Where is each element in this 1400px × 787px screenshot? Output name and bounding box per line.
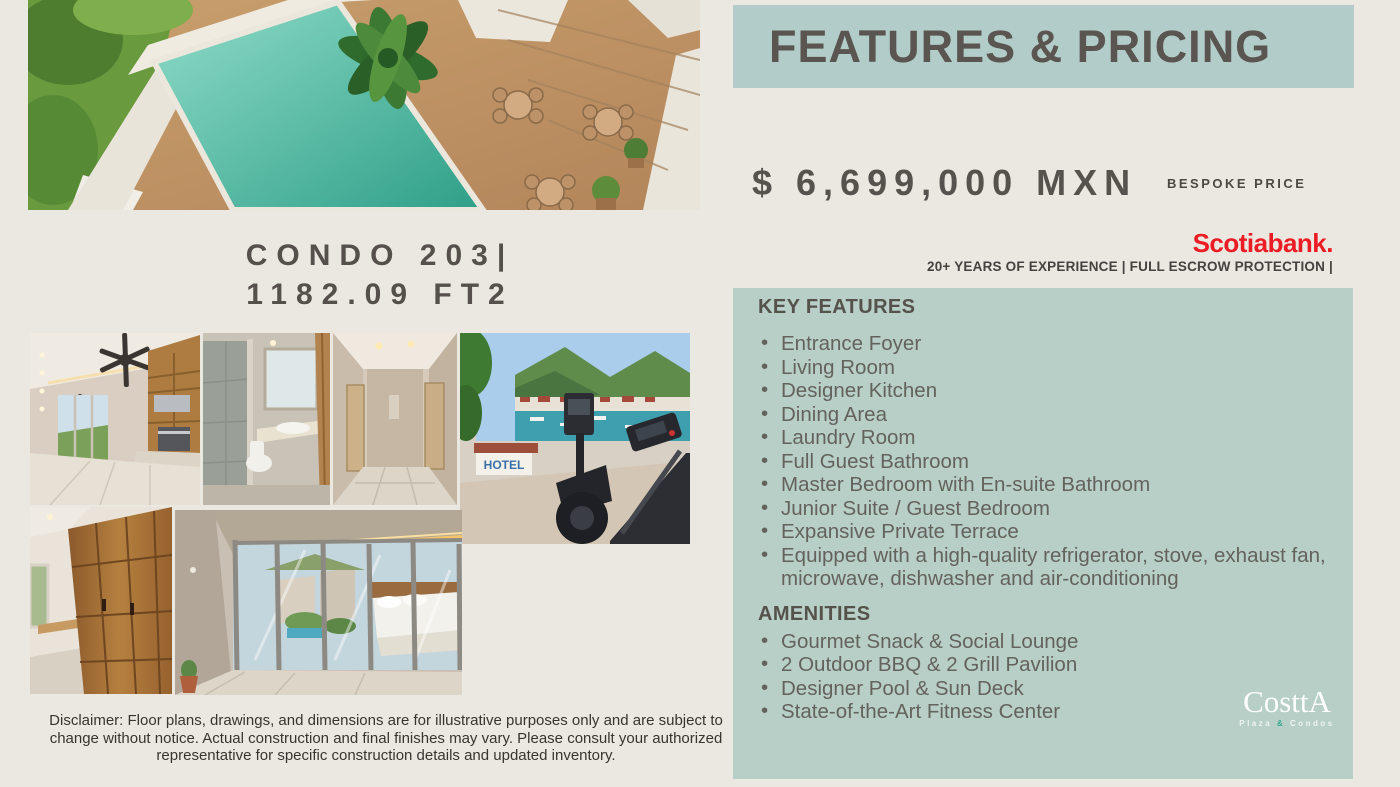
feature-item: • Full Guest Bathroom <box>758 450 1335 474</box>
unit-title <box>120 236 640 314</box>
page-title: FEATURES & PRICING <box>769 20 1272 72</box>
aerial-pool-illustration <box>28 0 700 210</box>
feature-item: • Dining Area <box>758 403 1335 427</box>
terracotta-pot <box>180 660 198 693</box>
costta-sub-plaza: Plaza <box>1239 719 1273 728</box>
key-features-list <box>758 332 1335 591</box>
amenity-item: • Gourmet Snack & Social Lounge <box>758 630 1335 654</box>
feature-item: • Master Bedroom with En-suite Bathroom <box>758 473 1335 497</box>
costta-logo-subtitle <box>1227 719 1347 728</box>
amenities-heading: AMENITIES <box>758 602 871 625</box>
feature-item: • Living Room <box>758 356 1335 380</box>
scotiabank-logo: Scotiabank. <box>1192 228 1333 258</box>
feature-item: • Designer Kitchen <box>758 379 1335 403</box>
disclaimer-text: Disclaimer: Floor plans, drawings, and dimensions are for illustrative purposes only and are subject to change without notice. Actual construction and final finishes may vary. Please consult your authorized representative for specific construction details and updated inventory. <box>49 712 723 765</box>
amenity-item: • State-of-the-Art Fitness Center <box>758 700 1335 724</box>
amenity-item: • Designer Pool & Sun Deck <box>758 677 1335 701</box>
costta-sub-ampersand: & <box>1276 719 1286 728</box>
feature-item: • Expansive Private Terrace <box>758 520 1335 544</box>
price-label: BESPOKE PRICE <box>1167 176 1307 191</box>
photo-gym-harbor-view <box>460 333 690 544</box>
costta-sub-condos: Condos <box>1289 719 1335 728</box>
photo-bedroom-terrace <box>175 510 462 695</box>
photo-living-kitchen <box>30 333 200 505</box>
photo-bathroom <box>203 333 330 505</box>
photo-hallway <box>333 333 457 505</box>
feature-item: • Equipped with a high-quality refrigerator, stove, exhaust fan, microwave, dishwasher and air-conditioning <box>758 544 1335 591</box>
bank-block <box>833 230 1333 274</box>
key-features-heading: KEY FEATURES <box>758 296 916 318</box>
unit-size: 1182.09 FT2 <box>246 278 514 311</box>
price-value: $ 6,699,000 MXN <box>752 162 1138 203</box>
photo-wood-wardrobe <box>30 507 172 694</box>
unit-number: CONDO 203| <box>245 239 515 272</box>
feature-item: • Laundry Room <box>758 426 1335 450</box>
costta-logo <box>1227 686 1347 728</box>
features-pricing-header <box>733 5 1354 88</box>
amenity-item: • 2 Outdoor BBQ & 2 Grill Pavilion <box>758 653 1335 677</box>
costta-logo-wordmark: CosttA <box>1243 684 1331 719</box>
photo-aerial-pool-deck <box>28 0 700 210</box>
feature-item: • Junior Suite / Guest Bedroom <box>758 497 1335 521</box>
hotel-sign-text: HOTEL <box>483 458 525 472</box>
feature-item: • Entrance Foyer <box>758 332 1335 356</box>
bank-tagline: 20+ YEARS OF EXPERIENCE | FULL ESCROW PROTECTION | <box>927 259 1333 274</box>
